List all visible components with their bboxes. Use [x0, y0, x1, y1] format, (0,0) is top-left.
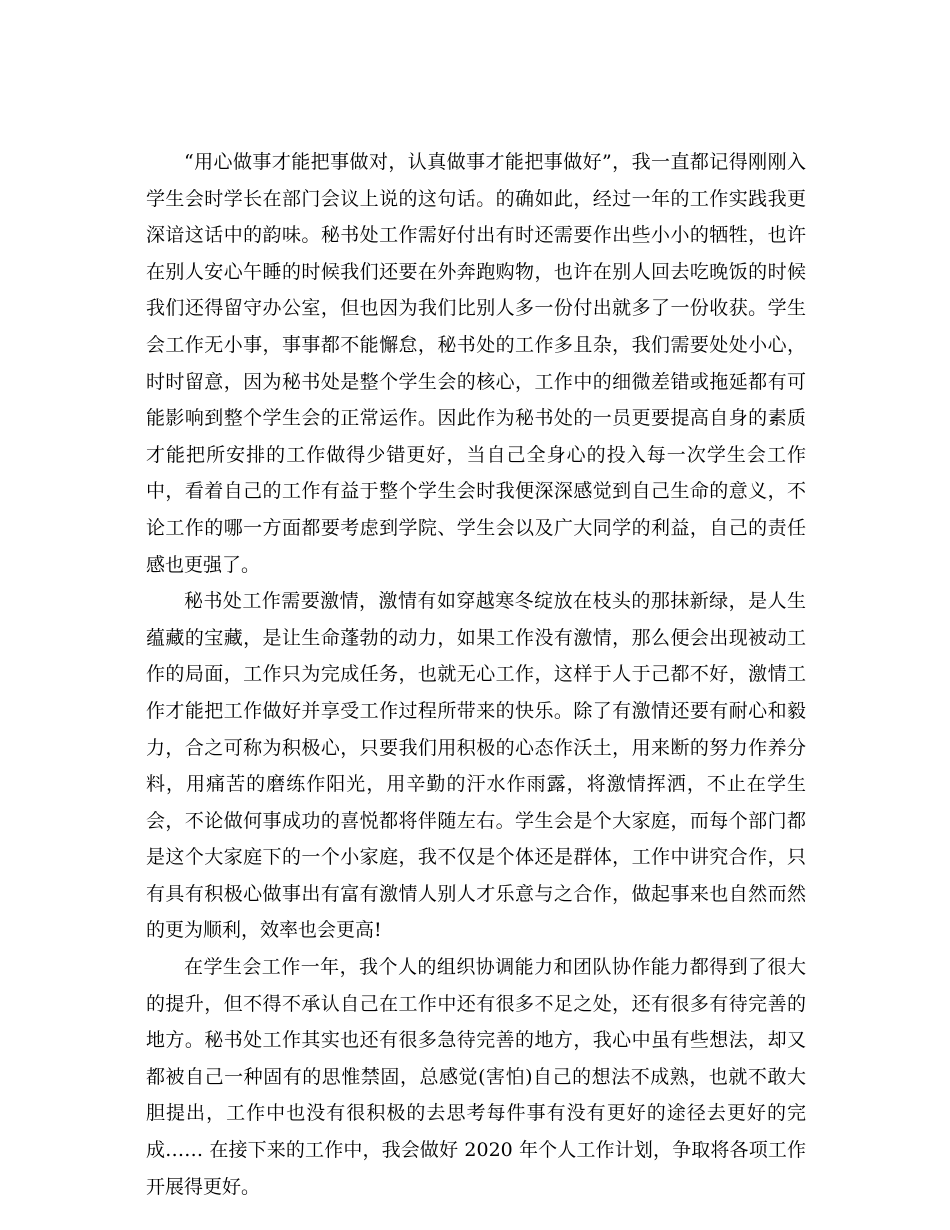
paragraph-2: 秘书处工作需要激情，激情有如穿越寒冬绽放在枝头的那抹新绿，是人生蕴藏的宝藏，是让生命蓬勃的动力，如果工作没有激情，那么便会出现被动工作的局面，工作只为完成任务，也就无心工作，这样于人于己都不好，激情工作才能把工作做好并享受工作过程所带来的快乐。除了有激情还要有耐心和毅力，合之可称为积极心，只要我们用积极的心态作沃土，用来断的努力作养分料，用痛苦的磨练作阳光，用辛勤的汗水作雨露，将激情挥洒，不止在学生会，不论做何事成功的喜悦都将伴随左右。学生会是个大家庭，而每个部门都是这个大家庭下的一个小家庭，我不仅是个体还是群体，工作中讲究合作，只有具有积极心做事出有富有激情人别人才乐意与之合作，做起事来也自然而然的更为顺利，效率也会更高!: [146, 590, 806, 942]
paragraph-1: “用心做事才能把事做对，认真做事才能把事做好”，我一直都记得刚刚入学生会时学长在部门会议上说的这句话。的确如此，经过一年的工作实践我更深谙这话中的韵味。秘书处工作需好付出有时还需要作出些小小的牺牲，也许在别人安心午睡的时候我们还要在外奔跑购物，也许在别人回去吃晚饭的时候我们还得留守办公室，但也因为我们比别人多一份付出就多了一份收获。学生会工作无小事，事事都不能懈怠，秘书处的工作多且杂，我们需要处处小心，时时留意，因为秘书处是整个学生会的核心，工作中的细微差错或拖延都有可能影响到整个学生会的正常运作。因此作为秘书处的一员更要提高自身的素质才能把所安排的工作做得少错更好，当自己全身心的投入每一次学生会工作中，看着自己的工作有益于整个学生会时我便深深感觉到自己生命的意义，不论工作的哪一方面都要考虑到学院、学生会以及广大同学的利益，自己的责任感也更强了。: [146, 151, 806, 576]
paragraph-3: 在学生会工作一年，我个人的组织协调能力和团队协作能力都得到了很大的提升，但不得不承认自己在工作中还有很多不足之处，还有很多有待完善的地方。秘书处工作其实也还有很多急待完善的地方，我心中虽有些想法，却又都被自己一种固有的思惟禁固，总感觉(害怕)自己的想法不成熟，也就不敢大胆提出，工作中也没有很积极的去思考每件事有没有更好的途径去更好的完成…… 在接下来的工作中，我会做好 2020 年个人工作计划，争取将各项工作开展得更好。: [146, 956, 806, 1198]
document-body: [146, 144, 806, 1205]
